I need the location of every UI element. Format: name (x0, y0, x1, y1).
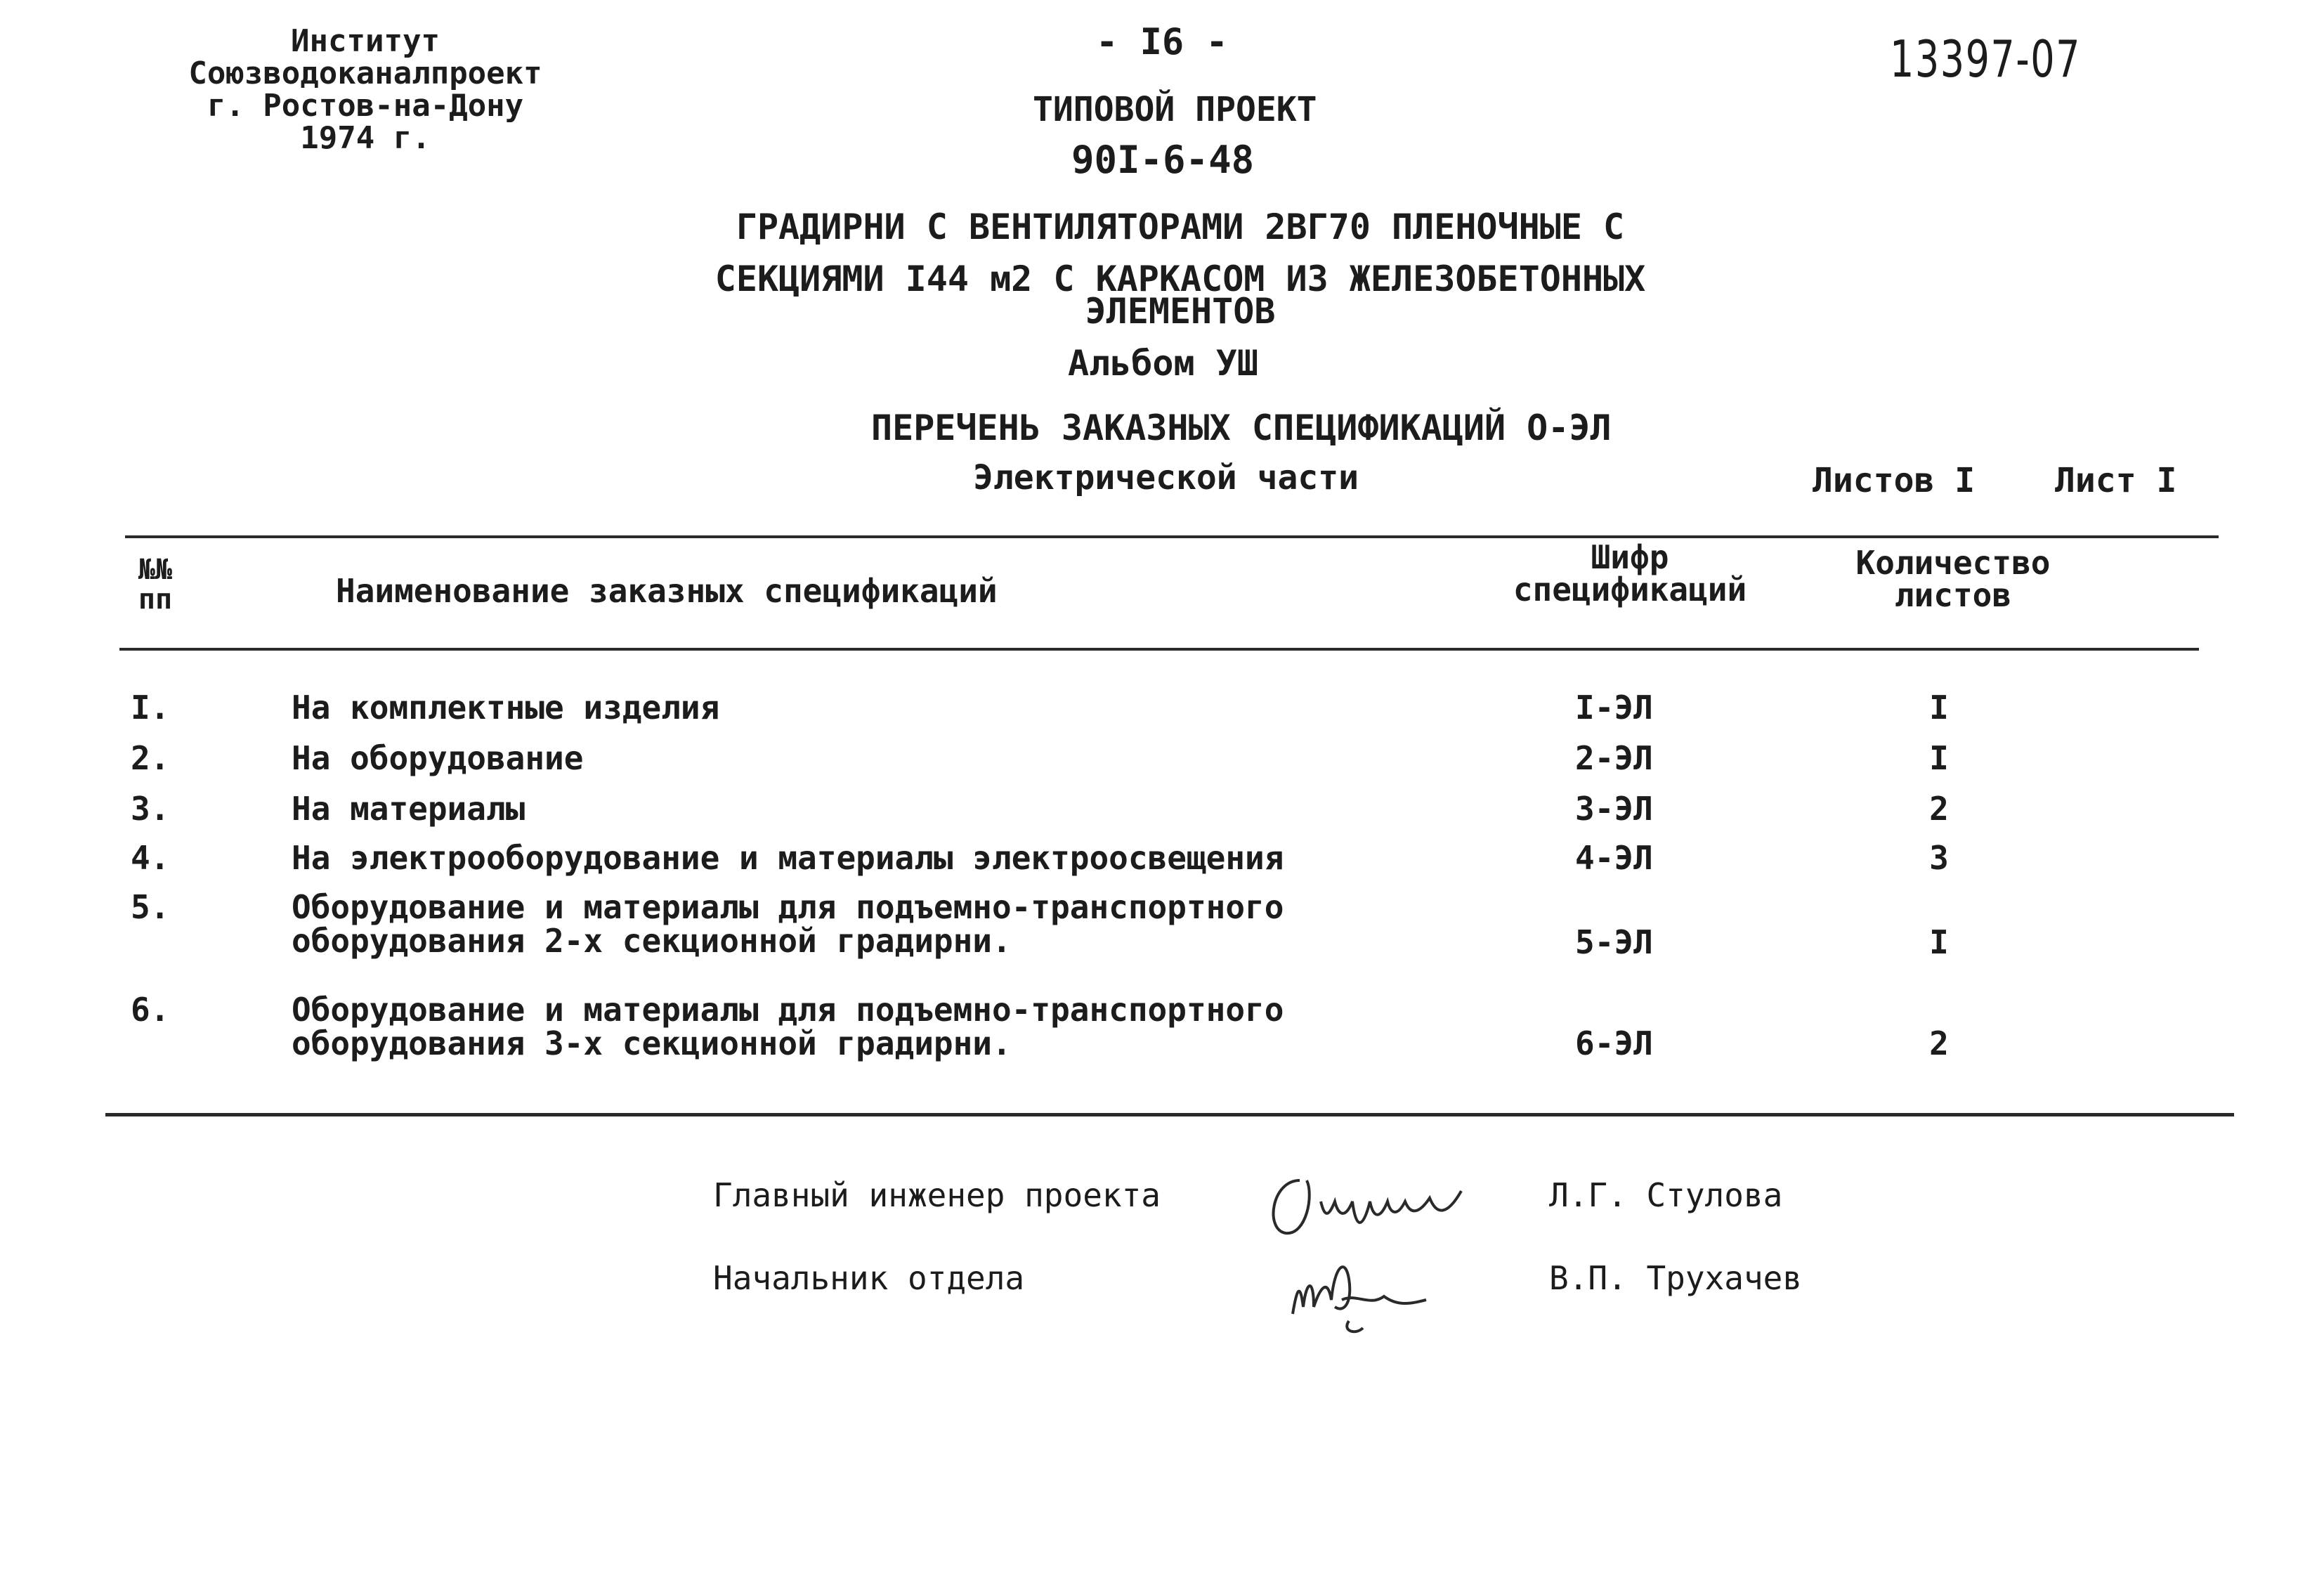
row-code: 3-ЭЛ (1575, 790, 1653, 828)
row-number: 4. (131, 839, 170, 877)
institute-block (169, 25, 562, 155)
page-number: - I6 - (1096, 21, 1228, 63)
row-name: На материалы (292, 790, 525, 828)
header-name: Наименование заказных спецификаций (336, 572, 998, 610)
table-top-rule (125, 535, 2219, 538)
row-code: I-ЭЛ (1575, 689, 1653, 727)
document-code: 13397-07 (1890, 30, 2081, 89)
album-label: Альбом УШ (1068, 343, 1258, 384)
row-number: 3. (131, 790, 170, 828)
row-name-continuation: оборудования 3-х секционной градирни. (292, 1024, 1012, 1062)
title-line-1: ГРАДИРНИ С ВЕНТИЛЯТОРАМИ 2ВГ70 ПЛЕНОЧНЫЕ С (736, 207, 1625, 247)
row-name: Оборудование и материалы для подъемно-транспортного (292, 888, 1284, 926)
row-number: 6. (131, 991, 170, 1029)
row-code: 6-ЭЛ (1575, 1024, 1653, 1062)
signature-name: В.П. Трухачев (1549, 1259, 1803, 1297)
list-title: ПЕРЕЧЕНЬ ЗАКАЗНЫХ СПЕЦИФИКАЦИЙ О-ЭЛ (871, 408, 1612, 448)
signature-role: Начальник отдела (713, 1259, 1025, 1297)
row-name: Оборудование и материалы для подъемно-транспортного (292, 991, 1284, 1029)
row-count: 2 (1929, 790, 1949, 828)
row-number: 5. (131, 888, 170, 926)
table-header-rule (119, 648, 2199, 651)
header-code-line1: Шифр (1591, 538, 1669, 576)
list-subtitle: Электрической части (973, 458, 1359, 497)
row-count: 2 (1929, 1024, 1949, 1062)
signature-mark (1258, 1152, 1496, 1244)
header-count-line1: Количество (1855, 544, 2051, 582)
row-code: 5-ЭЛ (1575, 923, 1653, 961)
signature-name: Л.Г. Стулова (1549, 1176, 1783, 1214)
sheet-number: Лист I (2055, 461, 2177, 500)
header-code (1496, 538, 1763, 608)
row-name: На оборудование (292, 739, 584, 777)
signature-role: Главный инженер проекта (713, 1176, 1161, 1214)
institute-line: г. Ростов-на-Дону (207, 88, 524, 124)
row-name-continuation: оборудования 2-х секционной градирни. (292, 922, 1012, 960)
project-number: 90I-6-48 (1071, 138, 1255, 182)
title-line-3: ЭЛЕМЕНТОВ (1085, 291, 1276, 332)
project-label: ТИПОВОЙ ПРОЕКТ (1033, 90, 1317, 129)
table-bottom-rule (105, 1113, 2234, 1116)
title-line-2: СЕКЦИЯМИ I44 м2 С КАРКАСОМ ИЗ ЖЕЛЕЗОБЕТОННЫХ (714, 259, 1646, 299)
signature-mark (1279, 1237, 1447, 1342)
row-count: I (1929, 923, 1949, 961)
institute-line: Союзводоканалпроект (188, 56, 542, 91)
sheets-count: Листов I (1813, 461, 1976, 500)
row-number: 2. (131, 739, 170, 777)
row-name: На электрооборудование и материалы электроосвещения (292, 839, 1284, 877)
institute-line: Институт (291, 23, 440, 59)
row-code: 2-ЭЛ (1575, 739, 1653, 777)
row-count: 3 (1929, 839, 1949, 877)
row-code: 4-ЭЛ (1575, 839, 1653, 877)
header-count (1827, 544, 2080, 614)
institute-line: 1974 г. (300, 120, 431, 156)
header-count-line2: листов (1894, 576, 2012, 614)
row-count: I (1929, 689, 1949, 727)
row-count: I (1929, 739, 1949, 777)
row-number: I. (131, 689, 170, 727)
row-name: На комплектные изделия (292, 689, 720, 727)
header-code-line2: спецификаций (1513, 571, 1747, 608)
header-number: №№ пп (138, 554, 173, 616)
